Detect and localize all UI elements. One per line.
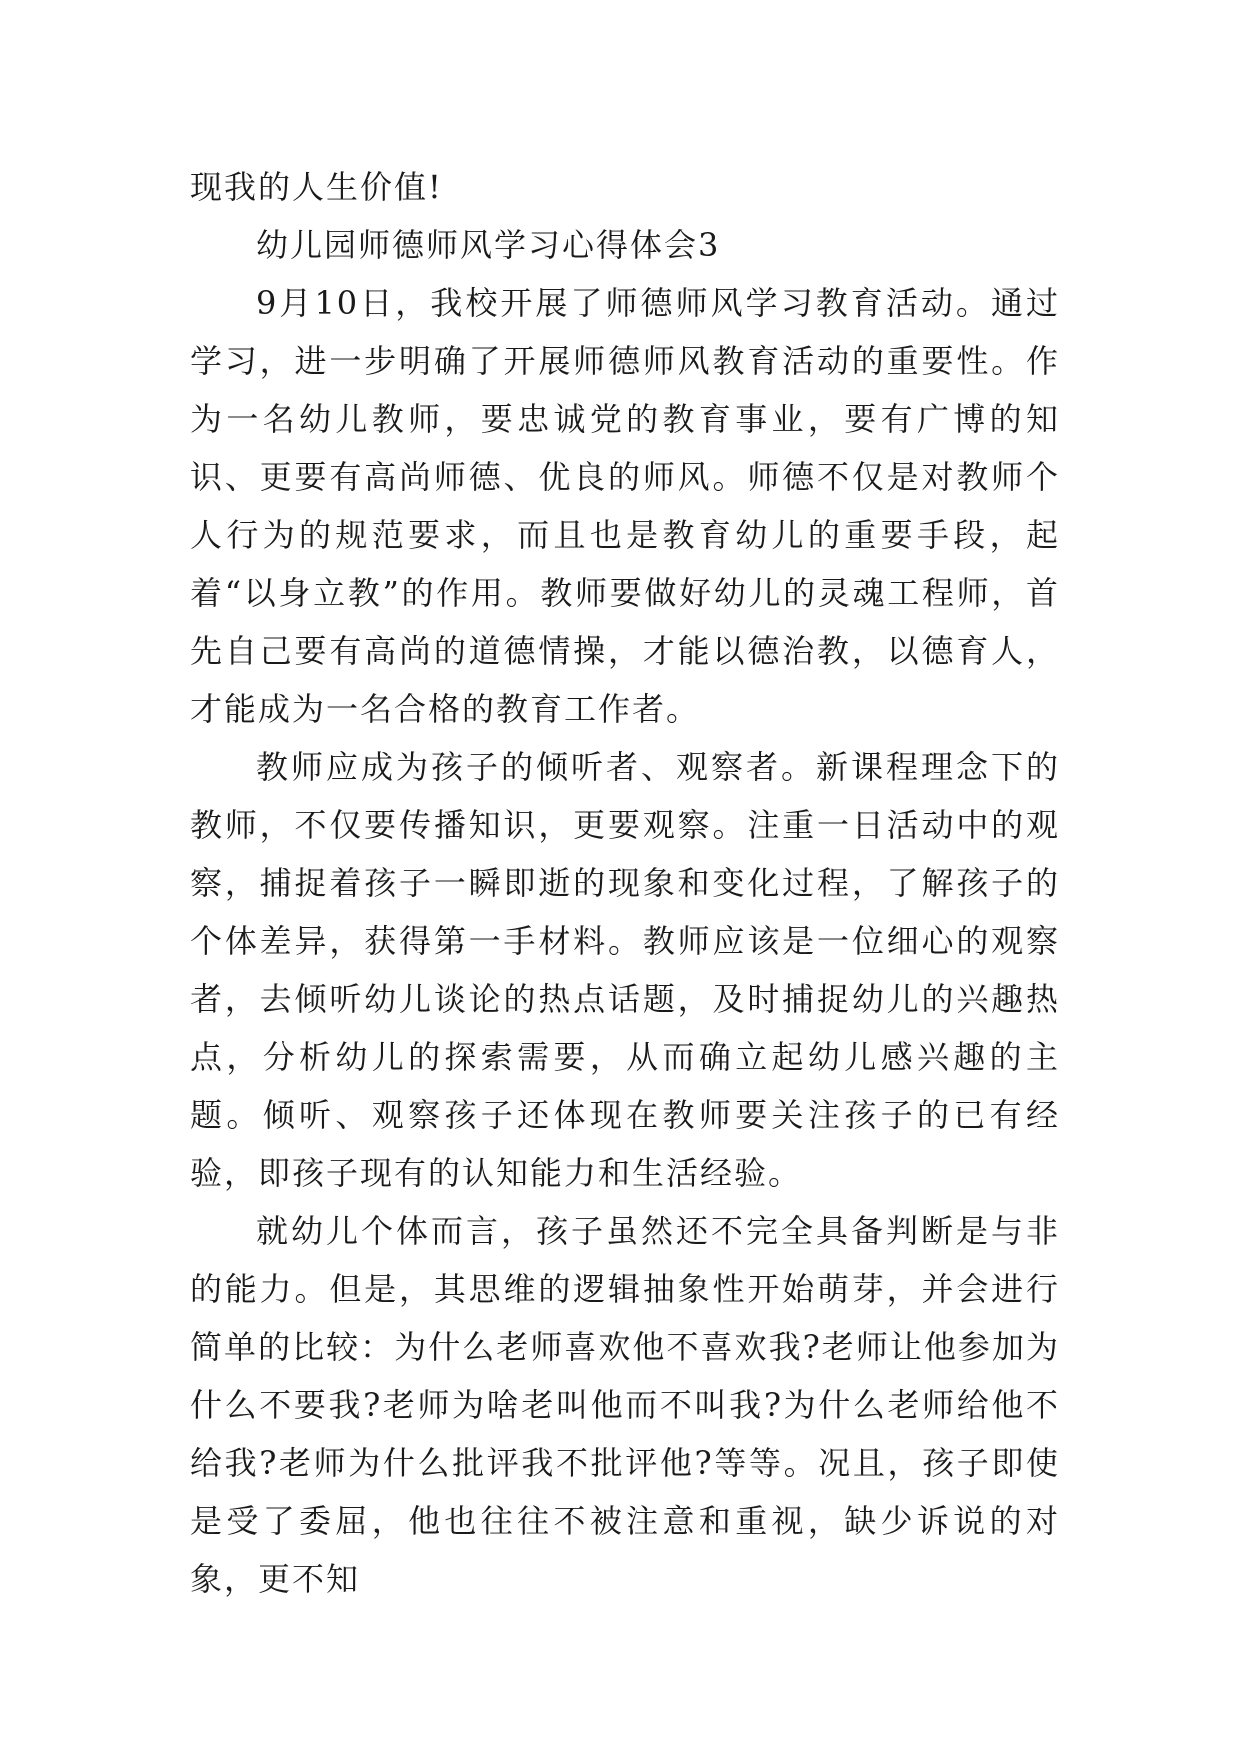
section-heading: 幼儿园师德师风学习心得体会3 bbox=[256, 226, 721, 264]
document-body bbox=[190, 158, 1060, 1608]
paragraph: 9月10日，我校开展了师德师风学习教育活动。通过学习，进一步明确了开展师德师风教育活动的重要性。作为一名幼儿教师，要忠诚党的教育事业，要有广博的知识、更要有高尚师德、优良的师风。师德不仅是对教师个人行为的规范要求，而且也是教育幼儿的重要手段，起着“以身立教”的作用。教师要做好幼儿的灵魂工程师，首先自己要有高尚的道德情操，才能以德治教，以德育人，才能成为一名合格的教育工作者。 bbox=[190, 284, 1060, 728]
continuation-line: 现我的人生价值! bbox=[190, 168, 443, 206]
paragraph: 教师应成为孩子的倾听者、观察者。新课程理念下的教师，不仅要传播知识，更要观察。注重一日活动中的观察，捕捉着孩子一瞬即逝的现象和变化过程，了解孩子的个体差异，获得第一手材料。教师应该是一位细心的观察者，去倾听幼儿谈论的热点话题，及时捕捉幼儿的兴趣热点，分析幼儿的探索需要，从而确立起幼儿感兴趣的主题。倾听、观察孩子还体现在教师要关注孩子的已有经验，即孩子现有的认知能力和生活经验。 bbox=[190, 748, 1060, 1192]
paragraph: 就幼儿个体而言，孩子虽然还不完全具备判断是与非的能力。但是，其思维的逻辑抽象性开始萌芽，并会进行简单的比较：为什么老师喜欢他不喜欢我?老师让他参加为什么不要我?老师为啥老叫他而不叫我?为什么老师给他不给我?老师为什么批评我不批评他?等等。况且，孩子即使是受了委屈，他也往往不被注意和重视，缺少诉说的对象，更不知 bbox=[190, 1212, 1060, 1598]
